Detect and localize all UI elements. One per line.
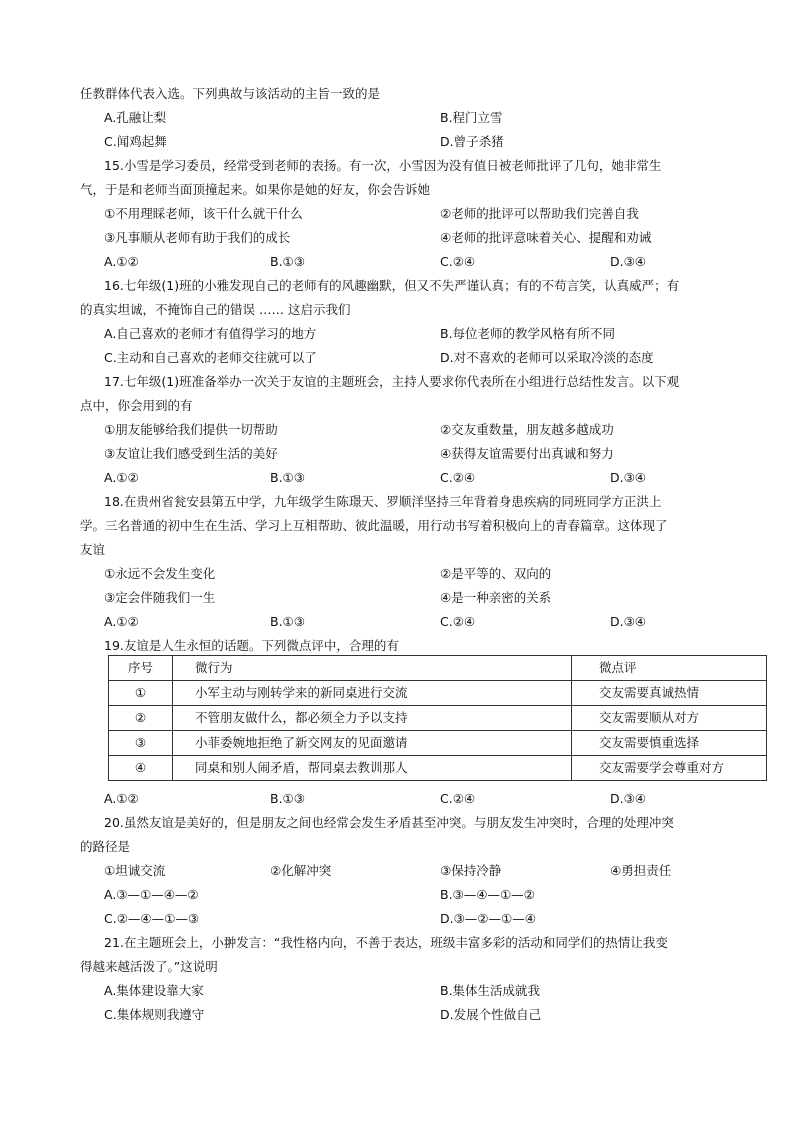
q17-stem-line-2: 点中，你会用到的有: [80, 398, 193, 413]
q17-item-1: ①朋友能够给我们提供一切帮助: [104, 422, 278, 437]
table-cell: ①: [109, 681, 173, 706]
table-cell: 交友需要慎重选择: [572, 731, 767, 756]
q17-option-d: D.③④: [610, 470, 647, 485]
q15-option-a: A.①②: [104, 254, 139, 269]
q20-item-1: ①坦诚交流: [104, 863, 166, 878]
q20-stem-line-2: 的路径是: [80, 839, 131, 854]
q18-item-1: ①永远不会发生变化: [104, 566, 216, 581]
q18-option-b: B.①③: [270, 614, 305, 629]
q16-option-d: D.对不喜欢的老师可以采取冷淡的态度: [440, 350, 654, 365]
q21-option-b: B.集体生活成就我: [440, 983, 541, 998]
q14-option-c: C.闻鸡起舞: [104, 134, 167, 149]
q21-option-d: D.发展个性做自己: [440, 1007, 542, 1022]
q17-option-a: A.①②: [104, 470, 139, 485]
q18-item-3: ③定会伴随我们一生: [104, 590, 216, 605]
q18-item-2: ②是平等的、双向的: [440, 566, 552, 581]
table-row: [109, 756, 767, 781]
q17-stem-line-1: 17.七年级(1)班准备举办一次关于友谊的主题班会，主持人要求你代表所在小组进行总结性发言。以下观: [104, 374, 680, 389]
q15-item-4: ④老师的批评意味着关心、提醒和劝诫: [440, 230, 652, 245]
q20-item-3: ③保持冷静: [440, 863, 502, 878]
q17-item-3: ③友谊让我们感受到生活的美好: [104, 446, 278, 461]
table-cell: 小菲委婉地拒绝了新交网友的见面邀请: [173, 731, 572, 756]
q17-option-b: B.①③: [270, 470, 305, 485]
q16-stem-line-1: 16.七年级(1)班的小雅发现自己的老师有的风趣幽默，但又不失严谨认真；有的不苟言笑，认真威严；有: [104, 278, 680, 293]
q21-stem-line-1: 21.在主题班会上，小翀发言：“我性格内向，不善于表达，班级丰富多彩的活动和同学们的热情让我变: [104, 935, 668, 950]
q17-item-4: ④获得友谊需要付出真诚和努力: [440, 446, 614, 461]
q17-item-2: ②交友重数量，朋友越多越成功: [440, 422, 614, 437]
q21-option-c: C.集体规则我遵守: [104, 1007, 205, 1022]
table-header-row: [109, 656, 767, 681]
table-cell: 同桌和别人闹矛盾，帮同桌去教训那人: [173, 756, 572, 781]
q15-item-2: ②老师的批评可以帮助我们完善自我: [440, 206, 639, 221]
question-14-stem-tail: 任教群体代表入选。下列典故与该活动的主旨一致的是: [80, 86, 381, 101]
table-cell: ③: [109, 731, 173, 756]
q16-option-b: B.每位老师的教学风格有所不同: [440, 326, 616, 341]
q18-option-c: C.②④: [440, 614, 476, 629]
q19-option-b: B.①③: [270, 791, 305, 806]
table-cell: 交友需要真诚热情: [572, 681, 767, 706]
table-row: [109, 731, 767, 756]
q19-stem: 19.友谊是人生永恒的话题。下列微点评中，合理的有: [104, 638, 399, 653]
q14-option-d: D.曾子杀猪: [440, 134, 504, 149]
q20-item-2: ②化解冲突: [270, 863, 332, 878]
table-row: [109, 706, 767, 731]
q20-option-b: B.③—④—①—②: [440, 887, 535, 902]
table-cell: 交友需要顺从对方: [572, 706, 767, 731]
q21-option-a: A.集体建设靠大家: [104, 983, 204, 998]
table-cell: ④: [109, 756, 173, 781]
q16-stem-line-2: 的真实坦诚，不掩饰自己的错误 …… 这启示我们: [80, 302, 351, 317]
q15-option-b: B.①③: [270, 254, 305, 269]
q15-item-3: ③凡事顺从老师有助于我们的成长: [104, 230, 291, 245]
q19-option-a: A.①②: [104, 791, 139, 806]
table-row: [109, 681, 767, 706]
table-cell: 不管朋友做什么，都必须全力予以支持: [173, 706, 572, 731]
q20-stem-line-1: 20.虽然友谊是美好的，但是朋友之间也经常会发生矛盾甚至冲突。与朋友发生冲突时，合理的处理冲突: [104, 815, 674, 830]
q19-table: [108, 655, 767, 781]
table-cell: 小军主动与刚转学来的新同桌进行交流: [173, 681, 572, 706]
q15-stem-line-2: 气，于是和老师当面顶撞起来。如果你是她的好友，你会告诉她: [80, 182, 431, 197]
q15-item-1: ①不用理睬老师，该干什么就干什么: [104, 206, 303, 221]
q15-option-d: D.③④: [610, 254, 647, 269]
q14-option-b: B.程门立雪: [440, 110, 503, 125]
q17-option-c: C.②④: [440, 470, 476, 485]
q19-option-c: C.②④: [440, 791, 476, 806]
q18-option-d: D.③④: [610, 614, 647, 629]
table-header-cell: 微行为: [173, 656, 572, 681]
table-cell: ②: [109, 706, 173, 731]
q18-item-4: ④是一种亲密的关系: [440, 590, 552, 605]
q14-option-a: A.孔融让梨: [104, 110, 167, 125]
q16-option-c: C.主动和自己喜欢的老师交往就可以了: [104, 350, 317, 365]
table-header-cell: 微点评: [572, 656, 767, 681]
q15-stem-line-1: 15.小雪是学习委员，经常受到老师的表扬。有一次，小雪因为没有值日被老师批评了几句，她非常生: [104, 158, 662, 173]
q18-stem-line-3: 友谊: [80, 542, 106, 557]
table-cell: 交友需要学会尊重对方: [572, 756, 767, 781]
q15-option-c: C.②④: [440, 254, 476, 269]
q20-option-a: A.③—①—④—②: [104, 887, 199, 902]
q20-option-c: C.②—④—①—③: [104, 911, 200, 926]
q19-option-d: D.③④: [610, 791, 647, 806]
q20-option-d: D.③—②—①—④: [440, 911, 536, 926]
q21-stem-line-2: 得越来越活泼了。”这说明: [80, 959, 218, 974]
q18-stem-line-2: 学。三名普通的初中生在生活、学习上互相帮助、彼此温暖，用行动书写着积极向上的青春篇章。这体现了: [80, 518, 668, 533]
q18-option-a: A.①②: [104, 614, 139, 629]
q20-item-4: ④勇担责任: [610, 863, 672, 878]
table-header-cell: 序号: [109, 656, 173, 681]
q18-stem-line-1: 18.在贵州省瓮安县第五中学，九年级学生陈璟天、罗顺洋坚持三年背着身患疾病的同班同学方正洪上: [104, 494, 662, 509]
q16-option-a: A.自己喜欢的老师才有值得学习的地方: [104, 326, 317, 341]
